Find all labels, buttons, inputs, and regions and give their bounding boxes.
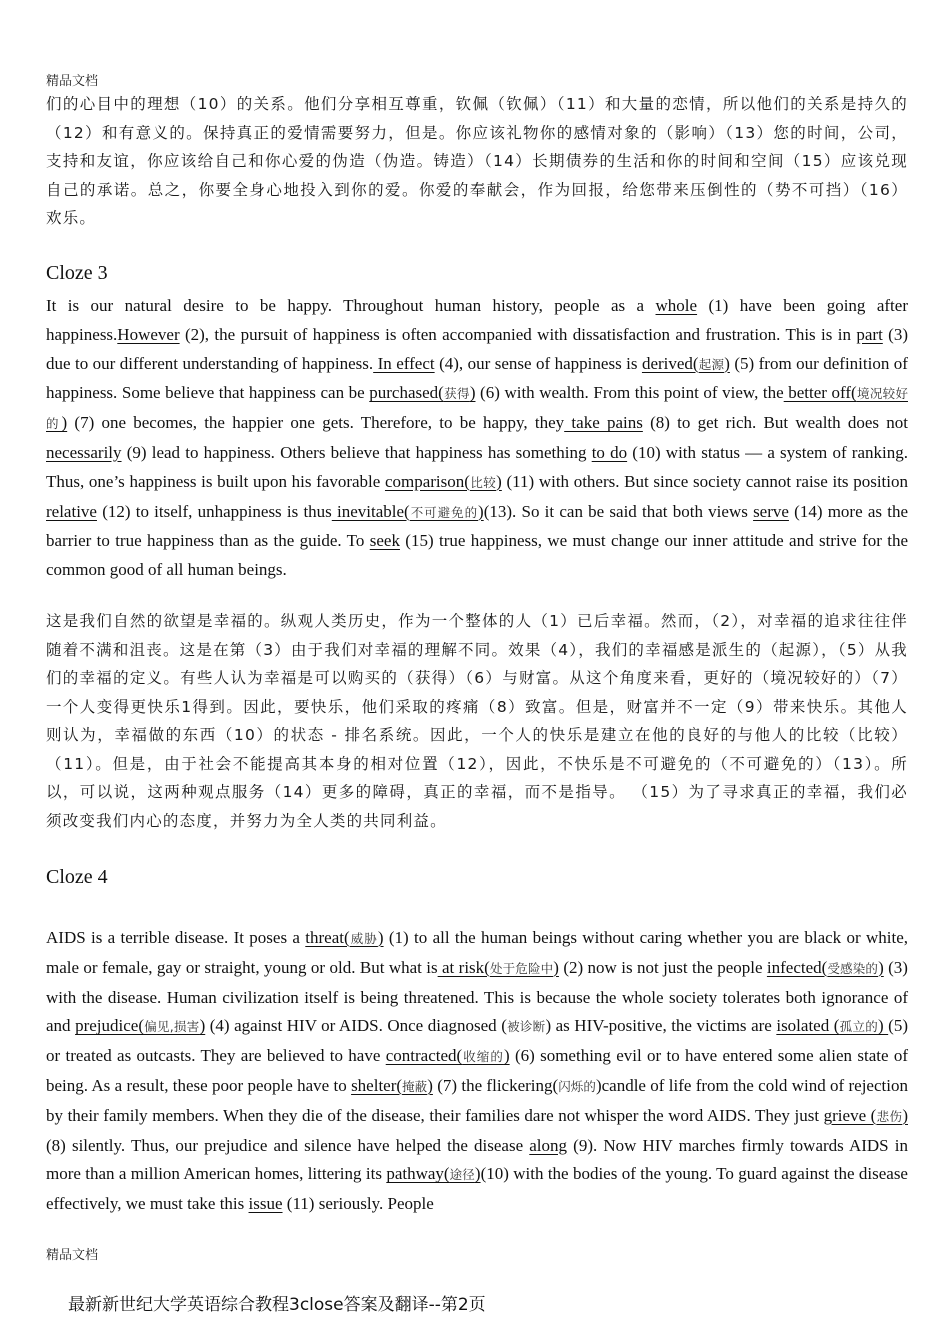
text-run: (4) against HIV or AIDS. Once diagnosed (: [205, 1016, 507, 1036]
cloze4-passage: [46, 924, 908, 1219]
blank-answer-12: relative: [46, 501, 97, 521]
answer-paren: ): [469, 383, 476, 403]
answer-gloss: 掩蔽: [402, 1078, 428, 1094]
text-run: (6) with wealth. From this point of view, the: [475, 383, 784, 403]
text-run: (3) due to our different understanding of happiness.: [46, 324, 908, 373]
text-run: (7) one becomes, the happier one gets. Therefore, to be happy, they: [67, 413, 565, 433]
blank-answer-2: [438, 958, 559, 977]
answer-word: purchased(: [369, 383, 444, 403]
answer-paren: ): [377, 928, 384, 947]
text-run: (8) to get rich. But wealth does not: [642, 413, 908, 433]
blank-answer-3: part: [856, 324, 883, 344]
answer-gloss: 获得: [443, 386, 470, 402]
answer-paren: ): [877, 1016, 889, 1036]
text-run: (9). Now HIV marches firmly towards AIDS in more than a million American homes, littering its: [46, 1135, 908, 1184]
blank-answer-1: whole: [655, 296, 698, 315]
blank-answer-10: [386, 1164, 480, 1183]
answer-paren: ): [902, 1105, 908, 1125]
blank-answer-11: issue: [248, 1194, 283, 1214]
answer-word: infected(: [766, 957, 828, 977]
answer-gloss: 受感染的: [827, 960, 879, 976]
cloze4-heading: Cloze 4: [46, 866, 108, 888]
answer-gloss: 不可避免的: [409, 504, 479, 520]
answer-gloss: 威胁: [349, 931, 378, 946]
text-run: (12) to itself, unhappiness is thus: [96, 501, 332, 521]
inline-gloss: 闪烁的: [558, 1078, 596, 1094]
inline-gloss: 被诊断: [506, 1019, 546, 1035]
answer-gloss: 处于危险中: [489, 960, 554, 976]
answer-paren: ): [474, 1164, 481, 1184]
cloze2-translation-continued: 们的心目中的理想（10）的关系。他们分享相互尊重，钦佩（钦佩）（11）和大量的恋情，所以他们的关系是持久的（12）和有意义的。保持真正的爱情需要努力，但是。你应该礼物你的感情对象的（影响）（13）您的时间，公司，支持和友谊，你应该给自己和你心爱的伪造（伪造。铸造）（14）长期债券的生活和你的时间和空间（15）应该兑现自己的承诺。总之，你要全身心地投入到你的爱。你爱的奉献会，作为回报，给您带来压倒性的（势不可挡）（16）欢乐。: [46, 95, 908, 227]
answer-gloss: 境况较好的: [46, 386, 908, 432]
text-run: ) as HIV-positive, the victims are: [545, 1016, 777, 1036]
blank-answer-1: [305, 928, 383, 947]
answer-gloss: 偏见,损害: [143, 1019, 200, 1035]
text-run: (1) have been going after happiness.: [46, 296, 908, 344]
text-run: (5) from our definition of happiness. Some believe that happiness can be: [46, 353, 908, 403]
cloze3-passage: [46, 292, 908, 585]
text-run: (13). So it can be said that both views: [483, 501, 754, 521]
answer-paren: ): [61, 413, 68, 433]
blank-answer-9: along: [529, 1135, 568, 1155]
text-run: (2), the pursuit of happiness is often accompanied with dissatisfaction and frustration. This is in: [179, 324, 857, 344]
answer-gloss: 孤立的: [839, 1019, 878, 1035]
blank-answer-6: [386, 1046, 510, 1065]
blank-answer-4: In effect: [373, 353, 435, 373]
text-run: (11) with others. But since society cannot raise its position: [501, 471, 908, 491]
answer-word: prejudice(: [75, 1016, 144, 1036]
answer-paren: ): [503, 1046, 510, 1066]
answer-word: threat(: [305, 928, 350, 947]
answer-gloss: 悲伤: [876, 1108, 903, 1124]
text-run: (15) true happiness, we must change our inner attitude and strive for the common good of all human beings.: [46, 531, 909, 580]
blank-answer-11: [385, 472, 502, 491]
answer-word: at risk(: [437, 957, 490, 977]
footer-watermark-text: 精品文档: [46, 1248, 99, 1263]
blank-answer-6: [369, 383, 475, 402]
text-run: (1) to all the human beings without caring whether you are black or white, male or female, gay or straight, young or old. But what is: [46, 928, 908, 977]
text-run: (7) the flickering(: [432, 1075, 559, 1095]
text-run: (10) with status — a system of ranking. Thus, one’s happiness is built upon his favorable: [46, 442, 908, 491]
blank-answer-3: [767, 958, 884, 977]
blank-answer-4: [75, 1016, 205, 1035]
header-watermark-text: 精品文档: [46, 74, 99, 89]
cloze3-translation: 这是我们自然的欲望是幸福的。纵观人类历史，作为一个整体的人（1）已后幸福。然而，（2），对幸福的追求往往伴随着不满和沮丧。这是在第（3）由于我们对幸福的理解不同。效果（4），我们的幸福感是派生的（起源），（5）从我们的幸福的定义。有些人认为幸福是可以购买的（获得）（6）与财富。从这个角度来看，更好的（境况较好的）（7）一个人变得更快乐1得到。因此，要快乐，他们采取的疼痛（8）致富。但是，财富并不一定（9）带来快乐。其他人则认为，幸福做的东西（10）的状态 - 排名系统。因此，一个人的快乐是建立在他的良好的与他人的比较（比较）（11）。但是，由于社会不能提高其本身的相对位置（12），因此，不快乐是不可避免的（不可避免的）（13）。所以，可以说，这两种观点服务（14）更多的障碍，真正的幸福，而不是指导。 （15）为了寻求真正的幸福，我们必须改变我们内心的态度，并努力为全人类的共同利益。: [46, 612, 908, 830]
blank-answer-8: [824, 1106, 908, 1125]
answer-word: contracted(: [385, 1046, 463, 1066]
cloze3-heading: Cloze 3: [46, 262, 108, 284]
blank-answer-10: to do: [591, 442, 628, 462]
text-run: (10) with the bodies of the young. To guard against the disease effectively, we must take this: [46, 1164, 908, 1214]
text-run: (11) seriously. People: [282, 1194, 434, 1214]
blank-answer-13: [332, 502, 484, 521]
answer-gloss: 比较: [469, 474, 497, 490]
answer-paren: ): [478, 501, 484, 521]
answer-paren: ): [878, 957, 884, 977]
answer-word: pathway(: [386, 1164, 450, 1184]
text-run: (9) lead to happiness. Others believe that happiness has something: [121, 442, 592, 462]
blank-answer-8: take pains: [564, 413, 643, 433]
blank-answer-9: necessarily: [46, 442, 122, 462]
text-run: (6) something evil or to have entered some alien state of being. As a result, these poor people have to: [46, 1046, 908, 1095]
text-run: (4), our sense of happiness is: [434, 353, 642, 373]
answer-paren: ): [553, 957, 559, 977]
text-run: (5) or treated as outcasts. They are believed to have: [46, 1016, 908, 1066]
answer-paren: ): [724, 353, 730, 373]
blank-answer-14: serve: [753, 501, 789, 521]
answer-word: inevitable(: [331, 501, 410, 521]
answer-word: isolated (: [776, 1016, 840, 1036]
answer-gloss: 收缩的: [462, 1049, 504, 1065]
text-run: It is our natural desire to be happy. Throughout human history, people as a: [46, 296, 656, 315]
text-run: AIDS is a terrible disease. It poses a: [46, 928, 306, 947]
page-footer-title: 最新新世纪大学英语综合教程3close答案及翻译--第2页: [68, 1295, 486, 1315]
blank-answer-2: However: [117, 324, 180, 344]
answer-word: shelter(: [351, 1075, 403, 1095]
blank-answer-5: [776, 1016, 888, 1035]
text-run: (3) with the disease. Human civilization itself is being threatened. This is because the whole society tolerates both ignorance of and: [46, 957, 908, 1036]
answer-word: derived(: [641, 353, 699, 373]
answer-paren: ): [427, 1075, 433, 1095]
blank-answer-5: [642, 354, 730, 373]
text-run: (14) more as the barrier to true happiness than as the guide. To: [46, 501, 908, 551]
text-run: (2) now is not just the people: [558, 957, 767, 977]
answer-paren: ): [199, 1016, 206, 1036]
blank-answer-7: [351, 1076, 433, 1095]
text-run: )candle of life from the cold wind of rejection by their family members. When they die of the disease, their families dare not whisper the word AIDS. They just: [46, 1075, 908, 1125]
answer-word: comparison(: [384, 471, 470, 491]
answer-paren: ): [496, 471, 502, 491]
answer-word: grieve (: [823, 1105, 877, 1125]
answer-gloss: 途径: [449, 1167, 475, 1183]
text-run: (8) silently. Thus, our prejudice and silence have helped the disease: [46, 1135, 530, 1155]
blank-answer-15: seek: [369, 531, 400, 551]
answer-gloss: 起源: [698, 356, 725, 372]
answer-word: better off(: [783, 383, 857, 403]
